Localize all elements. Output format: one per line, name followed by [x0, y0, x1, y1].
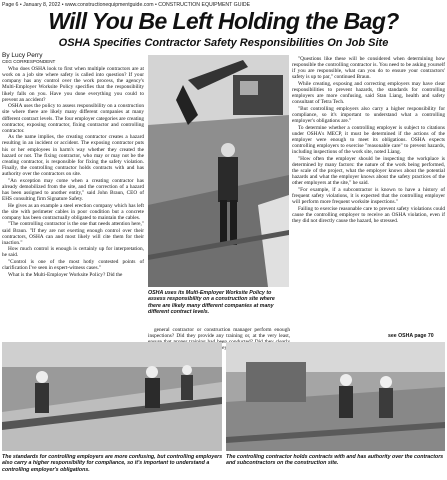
byline-role: CEG CORRESPONDENT	[2, 59, 56, 64]
paragraph: "An exception may come when a creating contractor has already demobilized from the site, and the correction of a hazard has been assigned to another entity," said John Braun, CEO of EHS consulting firm Signature Safety.	[2, 177, 144, 203]
continued-reference: see OSHA page 70	[388, 333, 434, 339]
paragraph: "Control is one of the most hotly contested points of clarification I've seen in expert-witness cases."	[2, 258, 144, 272]
paragraph: OSHA uses the policy to assess responsibility on a construction site where there are likely many different companies at many different contract levels. The four employer categories are creating contractor, exposing contractor, fixing contractor and controlling contractor.	[2, 103, 144, 134]
article-column-3	[292, 56, 445, 332]
photo-caption-bottom-right: The controlling contractor holds contracts with and has authority over the contractors and subcontractors on the construction site.	[226, 454, 444, 467]
paragraph: To determine whether a controlling employer is subject to citations under OSHA's MECP, it must be determined if the actions of the employer were enough to meet its obligations. OSHA expects controlling employers to exercise "reasonable care" to prevent hazards, including inspections of the work site, noted Liang.	[292, 124, 445, 156]
paragraph: Who does OSHA look to first when multiple contractors are at work on a job site where safety is called into question? If your company has any control over the work process, the agency's Multi-Employer Worksite Policy specifies that the responsibility likely falls on you. Have you done everything you could to prevent an accident?	[2, 66, 144, 103]
paragraph: While creating, exposing and correcting employers may have clear responsibilities to prevent hazards, the standards for controlling employers are more confusing, said Stan Liang, health and safety consultant of Tetra Tech.	[292, 80, 445, 106]
photo-excavator-worker	[148, 55, 289, 287]
page-header: Page 6 • January 8, 2022 • www.constructionequipmentguide.com • CONSTRUCTION EQUIPMENT GUIDE	[2, 2, 251, 8]
paragraph: "How often the employer should be inspecting the workplace is determined by many factors: the nature of the work being performed, the scale of the project, what the employer knows about the potential hazards and what the employer knows about the safety practices of the other employers at the site," he said.	[292, 155, 445, 187]
photo-contractors-site	[226, 342, 445, 451]
paragraph: "Questions like these will be considered when determining how responsible the controlling contractor is. You need to be asking yourself if you are responsible, what can you do to ensure your contractors' safety is up to par," continued Braun.	[292, 56, 445, 81]
paragraph: "The controlling contractor is the one that needs attention here," said Braun. "If they are not exerting enough control over their contractors, OSHA can and most likely will cite them for their inaction."	[2, 221, 144, 246]
paragraph: Failing to exercise reasonable care to prevent safety violations could cause the controlling employer to receive an OSHA violation, even if they did not directly cause the hazard, he stressed.	[292, 205, 445, 224]
photo-caption-top: OSHA uses its Multi-Employer Worksite Policy to assess responsibility on a construction site where there are likely many different companies at many different contract levels.	[148, 290, 275, 315]
photo-caption-bottom-left: The standards for controlling employers are more confusing, but controlling employers also carry a higher responsibility for compliance, so it's important to understand a controlling employer's obligations.	[2, 454, 223, 473]
subheadline: OSHA Specifies Contractor Safety Responsibilities On Job Site	[58, 37, 389, 49]
paragraph: "But controlling employers also carry a higher responsibility for compliance, so it's important to understand what a controlling employer's obligations are."	[292, 105, 445, 125]
paragraph: He gives as an example a steel erection company which has left the site with perimeter cables in poor condition but a concrete company has been contractually obligated to maintain the cables.	[2, 202, 144, 221]
photo-workers-concrete	[2, 342, 222, 451]
paragraph: As the name implies, the creating contractor creates a hazard resulting in an incident or accident. The exposing contractor puts his or her employees in harm's way whether they created the hazard or not. The fixing contractor, who may or may not be the creating contractor, is responsible for fixing the safety violation. Finally, the controlling contractor holds contracts with and has authority over the contractors on site.	[2, 134, 144, 178]
byline-name: By Lucy Perry	[2, 52, 43, 59]
byline	[2, 52, 142, 65]
headline: Will You Be Left Holding the Bag?	[48, 8, 399, 34]
paragraph: "For example, if a subcontractor is known to have a history of frequent safety violations, it is expected that the controlling employer will perform more frequent worksite inspections."	[292, 186, 445, 206]
paragraph: general contractor or construction manager perform enough inspections? Did they provide any training or, at the very least, they	[148, 327, 290, 352]
article-column-1	[2, 66, 144, 332]
paragraph: What is the Multi-Employer Worksite Policy? Did the	[8, 271, 123, 278]
paragraph: How much control is enough is certainly up for interpretation, he said.	[2, 246, 144, 259]
